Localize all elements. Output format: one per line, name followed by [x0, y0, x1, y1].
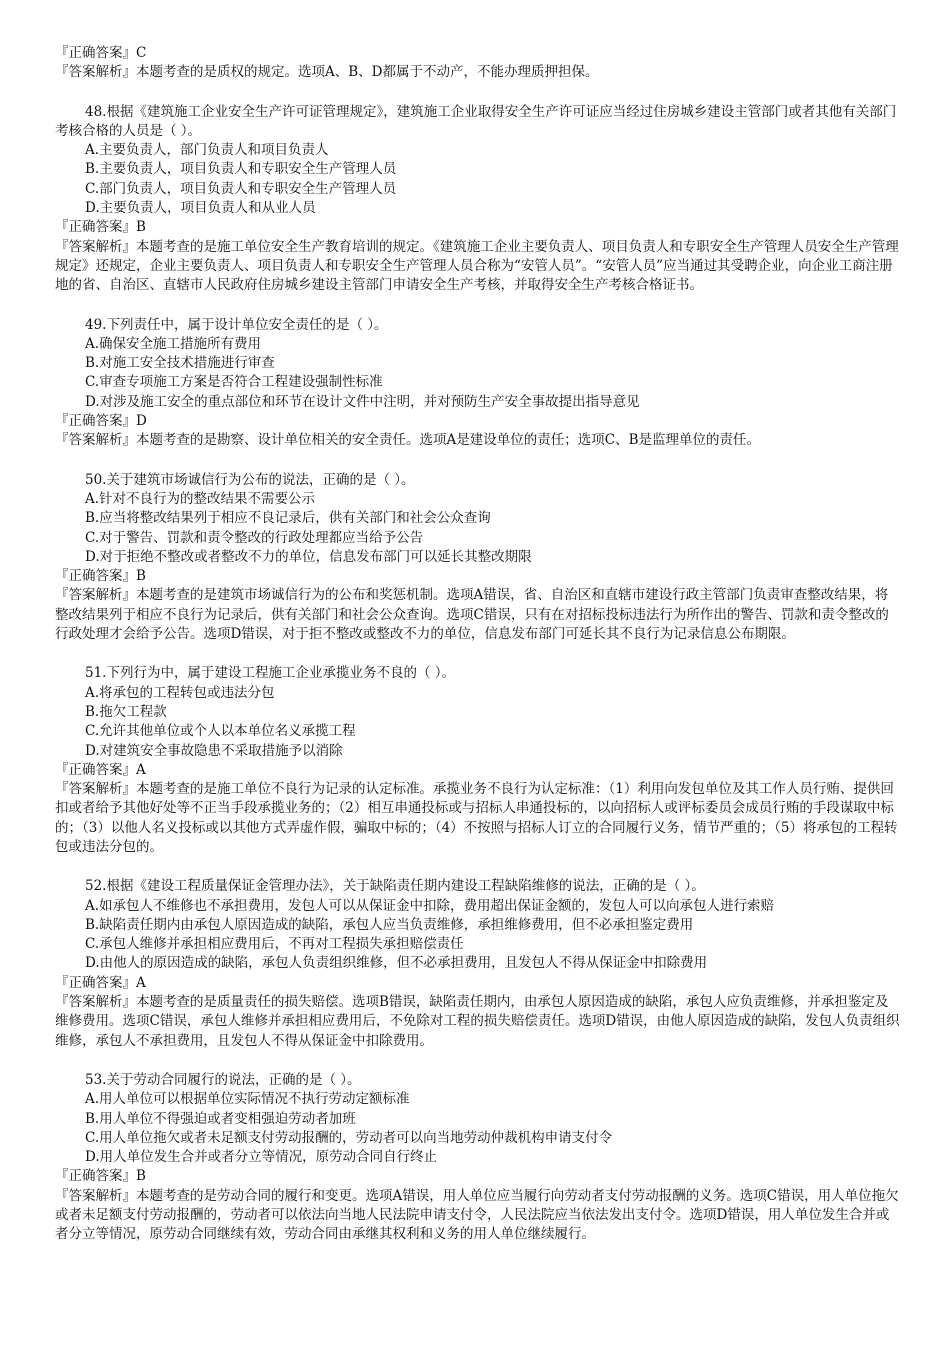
option-c: C.对于警告、罚款和责令整改的行政处理都应当给予公告 [85, 529, 424, 546]
option-a: A.确保安全施工措施所有费用 [85, 335, 262, 352]
answer-line: 『正确答案』D [55, 413, 147, 430]
option-a: A.用人单位可以根据单位实际情况不执行劳动定额标准 [85, 1091, 410, 1108]
option-b: B.主要负责人，项目负责人和专职安全生产管理人员 [85, 161, 397, 178]
option-c: C.用人单位拖欠或者未足额支付劳动报酬的，劳动者可以向当地劳动仲裁机构申请支付令 [85, 1129, 613, 1146]
option-a: A.针对不良行为的整改结果不需要公示 [85, 490, 316, 507]
answer-line: 『正确答案』B [55, 219, 146, 236]
answer-line: 『正确答案』C [55, 45, 147, 61]
document-page [55, 44, 900, 1245]
option-c: C.承包人维修并承担相应费用后，不再对工程损失承担赔偿责任 [85, 936, 464, 953]
question-stem: 52.根据《建设工程质量保证金管理办法》，关于缺陷责任期内建设工程缺陷维修的说法，正确的是（ ）。 [85, 878, 705, 895]
option-d: D.对于拒绝不整改或者整改不力的单位，信息发布部门可以延长其整改期限 [85, 548, 532, 565]
analysis-paragraph: 『答案解析』本题考查的是质权的规定。选项A、B、D都属于不动产，不能办理质押担保。 [55, 64, 599, 81]
option-d: D.用人单位发生合并或者分立等情况，原劳动合同自行终止 [85, 1149, 438, 1166]
question-49 [55, 316, 900, 451]
answer-line: 『正确答案』B [55, 1168, 146, 1185]
question-stem: 49.下列责任中，属于设计单位安全责任的是（ ）。 [85, 316, 388, 333]
option-d: D.由他人的原因造成的缺陷，承包人负责组织维修，但不必承担费用，且发包人不得从保证金中扣除费用 [85, 955, 708, 972]
answer-line: 『正确答案』A [55, 761, 146, 778]
analysis-paragraph: 『答案解析』本题考查的是建筑市场诚信行为的公布和奖惩机制。选项A错误，省、自治区和直辖市建设行政主管部门负责审查整改结果，将整改结果列于相应不良行为记录后，供有关部门和社会公众查询。选项C错误，只有在对招标投标违法行为所作出的警告、罚款和责令整改的行政处理才会给予公告。选项D错误，对于拒不整改或整改不力的单位，信息发布部门可延长其不良行为记录信息公布期限。 [55, 587, 889, 643]
option-d: D.主要负责人，项目负责人和从业人员 [85, 200, 316, 217]
question-53 [55, 1071, 900, 1245]
question-stem: 48.根据《建筑施工企业安全生产许可证管理规定》，建筑施工企业取得安全生产许可证应当经过住房城乡建设主管部门或者其他有关部门考核合格的人员是（ ）。 [55, 103, 897, 139]
option-c: C.部门负责人，项目负责人和专职安全生产管理人员 [85, 180, 397, 197]
question-stem: 53.关于劳动合同履行的说法，正确的是（ ）。 [85, 1071, 361, 1088]
question-stem: 51.下列行为中，属于建设工程施工企业承揽业务不良的（ ）。 [85, 665, 456, 682]
analysis-paragraph: 『答案解析』本题考查的是施工单位安全生产教育培训的规定。《建筑施工企业主要负责人、项目负责人和专职安全生产管理人员安全生产管理规定》还规定，企业主要负责人、项目负责人和专职安全生产管理人员合称为“安管人员”。“安管人员”应当通过其受聘企业，向企业工商注册地的省、自治区、直辖市人民政府住房城乡建设主管部门申请安全生产考核，并取得安全生产考核合格证书。 [55, 238, 899, 294]
option-c: C.允许其他单位或个人以本单位名义承揽工程 [85, 723, 356, 740]
analysis-paragraph: 『答案解析』本题考查的是质量责任的损失赔偿。选项B错误，缺陷责任期内，由承包人原因造成的缺陷，承包人应负责维修，并承担鉴定及维修费用。选项C错误，承包人维修并承担相应费用后，不免除对工程的损失赔偿责任。选项D错误，由他人原因造成的缺陷，发包人负责组织维修，承包人不承担费用，且发包人不得从保证金中扣除费用。 [55, 994, 900, 1049]
option-a: A.主要负责人，部门负责人和项目负责人 [85, 142, 329, 159]
answer-line: 『正确答案』B [55, 568, 146, 585]
option-a: A.如承包人不维修也不承担费用，发包人可以从保证金中扣除，费用超出保证金额的，发包人可以向承包人进行索赔 [85, 897, 775, 914]
option-a: A.将承包的工程转包或违法分包 [85, 684, 275, 701]
analysis-paragraph: 『答案解析』本题考查的是施工单位不良行为记录的认定标准。承揽业务不良行为认定标准：（1）利用向发包单位及其工作人员行贿、提供回扣或者给予其他好处等不正当手段承揽业务的；（2）相互串通投标或与招标人串通投标的，以向招标人或评标委员会成员行贿的手段谋取中标的；（3）以他人名义投标或以其他方式弄虚作假，骗取中标的；（4）不按照与招标人订立的合同履行义务，情节严重的；（5）将承包的工程转包或违法分包的。 [55, 781, 898, 855]
question-50 [55, 471, 900, 645]
option-b: B.缺陷责任期内由承包人原因造成的缺陷，承包人应当负责维修，承担维修费用，但不必承担鉴定费用 [85, 916, 694, 933]
option-c: C.审查专项施工方案是否符合工程建设强制性标准 [85, 374, 383, 391]
answer-line: 『正确答案』A [55, 974, 146, 991]
option-b: B.对施工安全技术措施进行审查 [85, 355, 275, 372]
question-48 [55, 103, 900, 296]
question-stem: 50.关于建筑市场诚信行为公布的说法，正确的是（ ）。 [85, 471, 415, 488]
option-b: B.应当将整改结果列于相应不良记录后，供有关部门和社会公众查询 [85, 510, 491, 527]
analysis-paragraph: 『答案解析』本题考查的是劳动合同的履行和变更。选项A错误，用人单位应当履行向劳动者支付劳动报酬的义务。选项C错误，用人单位拖欠或者未足额支付劳动报酬的，劳动者可以依法向当地人民法院申请支付令，人民法院应当依法发出支付令。选项D错误，用人单位发生合并或者分立等情况，原劳动合同继续有效，劳动合同由承继其权利和义务的用人单位继续履行。 [55, 1187, 899, 1243]
option-b: B.拖欠工程款 [85, 703, 167, 720]
analysis-paragraph: 『答案解析』本题考查的是勘察、设计单位相关的安全责任。选项A是建设单位的责任；选项C、B是监理单位的责任。 [55, 432, 760, 449]
option-d: D.对涉及施工安全的重点部位和环节在设计文件中注明，并对预防生产安全事故提出指导意见 [85, 393, 640, 410]
question-52 [55, 877, 900, 1051]
option-b: B.用人单位不得强迫或者变相强迫劳动者加班 [85, 1110, 356, 1127]
option-d: D.对建筑安全事故隐患不采取措施予以消除 [85, 742, 343, 759]
question-51 [55, 664, 900, 857]
